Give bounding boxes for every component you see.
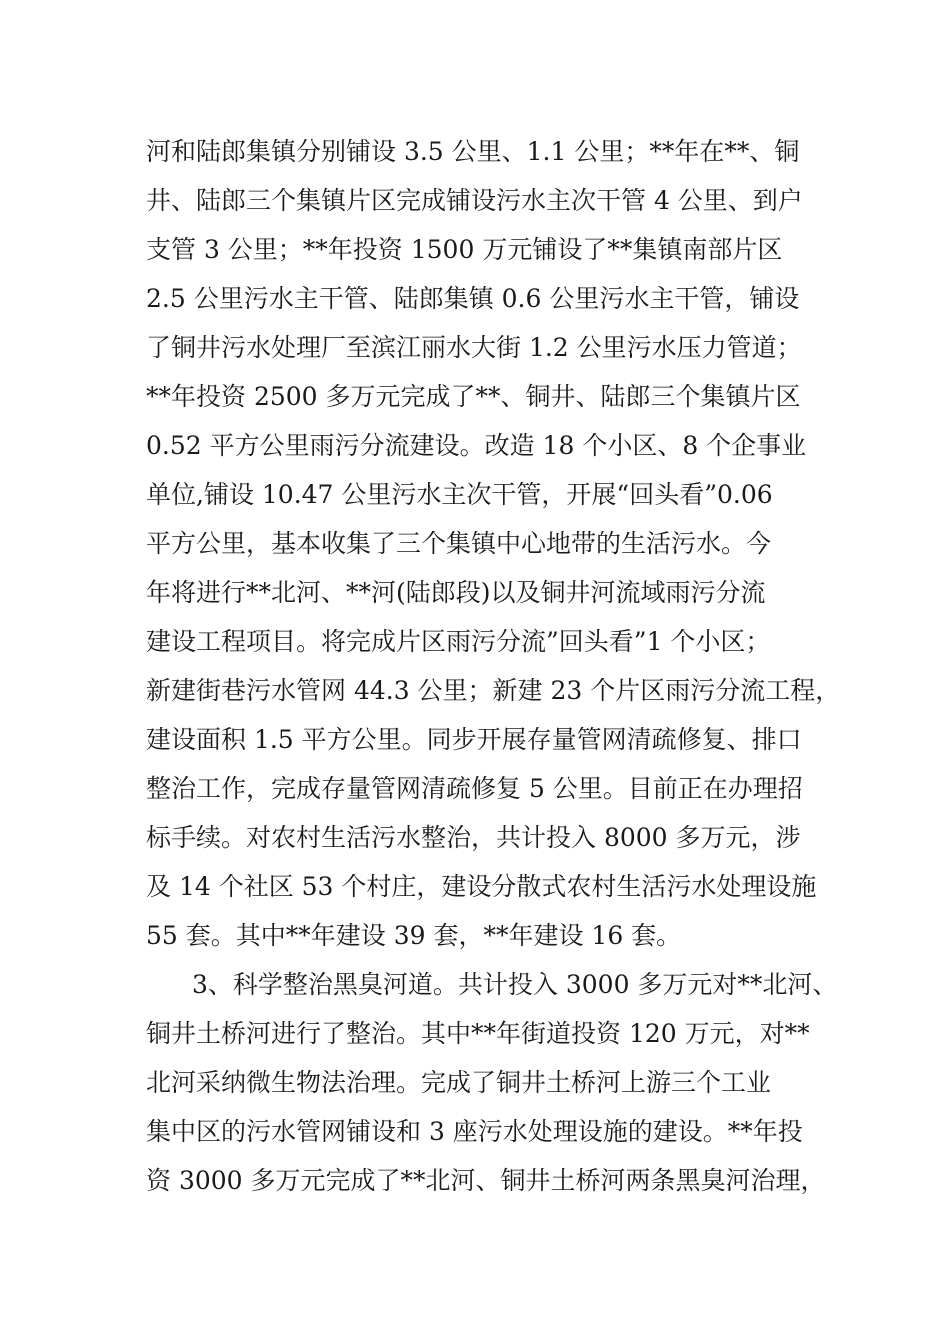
text-line: 55 套。其中**年建设 39 套，**年建设 16 套。 xyxy=(146,921,682,950)
text-line: 0.52 平方公里雨污分流建设。改造 18 个小区、8 个企事业 xyxy=(146,431,807,460)
text-line: **年投资 2500 多万元完成了**、铜井、陆郎三个集镇片区 xyxy=(146,382,801,411)
text-line: 资 3000 多万元完成了**北河、铜井土桥河两条黑臭河治理， xyxy=(146,1166,826,1195)
text-line: 支管 3 公里；**年投资 1500 万元铺设了**集镇南部片区 xyxy=(146,235,783,264)
text-line: 了铜井污水处理厂至滨江丽水大街 1.2 公里污水压力管道； xyxy=(146,333,802,362)
text-line: 集中区的污水管网铺设和 3 座污水处理设施的建设。**年投 xyxy=(146,1117,803,1146)
body-text xyxy=(146,127,841,1205)
text-line: 平方公里，基本收集了三个集镇中心地带的生活污水。今 xyxy=(146,529,772,558)
text-line: 标手续。对农村生活污水整治，共计投入 8000 多万元，涉 xyxy=(146,823,801,852)
text-line: 北河采纳微生物法治理。完成了铜井土桥河上游三个工业 xyxy=(146,1068,772,1097)
text-line: 新建街巷污水管网 44.3 公里；新建 23 个片区雨污分流工程， xyxy=(146,676,841,705)
text-line: 铜井土桥河进行了整治。其中**年街道投资 120 万元，对** xyxy=(146,1019,810,1048)
text-line: 及 14 个社区 53 个村庄，建设分散式农村生活污水处理设施 xyxy=(146,872,817,901)
paragraph-start-line: 3、科学整治黑臭河道。共计投入 3000 多万元对**北河、 xyxy=(192,970,838,999)
text-line: 河和陆郎集镇分别铺设 3.5 公里、1.1 公里；**年在**、铜 xyxy=(146,137,800,166)
text-line: 单位,铺设 10.47 公里污水主次干管，开展“回头看”0.06 xyxy=(146,480,773,509)
text-line: 2.5 公里污水主干管、陆郎集镇 0.6 公里污水主干管，铺设 xyxy=(146,284,800,313)
text-line: 建设工程项目。将完成片区雨污分流”回头看”1 个小区； xyxy=(146,627,771,656)
text-line: 整治工作，完成存量管网清疏修复 5 公里。目前正在办理招 xyxy=(146,774,803,803)
text-line: 建设面积 1.5 平方公里。同步开展存量管网清疏修复、排口 xyxy=(146,725,802,754)
text-line: 井、陆郎三个集镇片区完成铺设污水主次干管 4 公里、到户 xyxy=(146,186,803,215)
text-line: 年将进行**北河、**河(陆郎段)以及铜井河流域雨污分流 xyxy=(146,578,766,607)
